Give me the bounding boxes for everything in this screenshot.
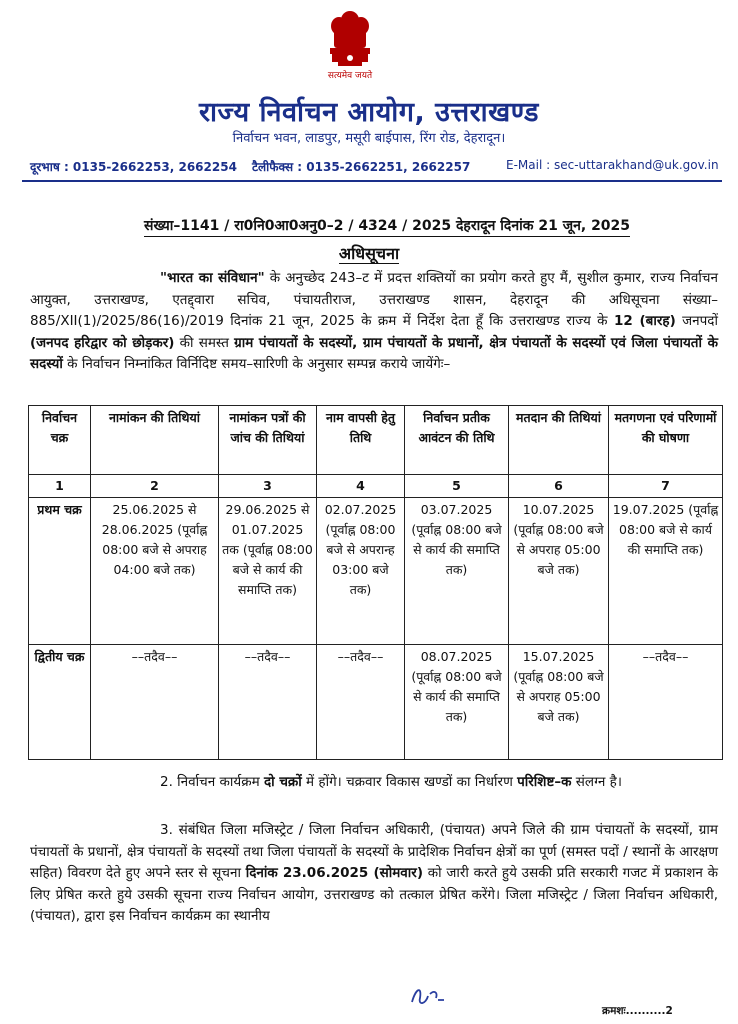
table-cell: 25.06.2025 से 28.06.2025 (पूर्वाह्न 08:00 बजे से अपराह 04:00 बजे तक): [91, 498, 219, 645]
table-cell: 08.07.2025 (पूर्वाह्न 08:00 बजे से कार्य की समाप्ति तक): [405, 645, 509, 760]
excluded-district: (जनपद हरिद्वार को छोड़कर): [30, 334, 175, 351]
reference-number: संख्या–1141 / रा0नि0आ0अनु0–2 / 4324 / 2025 देहरादून दिनांक 21 जून, 2025: [144, 216, 630, 237]
district-count: 12 (बारह): [613, 313, 676, 329]
fax-number: टैलीफैक्स : 0135-2662251, 2662257: [252, 160, 471, 174]
column-header: नामांकन पत्रों की जांच की तिथियां: [219, 406, 317, 475]
table-cell: 19.07.2025 (पूर्वाह्न 08:00 बजे से कार्य की समाप्ति तक): [609, 498, 723, 645]
paragraph-2: [30, 772, 718, 794]
email-address: E-Mail : sec-uttarakhand@uk.gov.in: [506, 158, 719, 172]
table-cell: ––तदैव––: [317, 645, 405, 760]
continued-note: क्रमशः..........2: [602, 1005, 673, 1017]
table-cell: ––तदैव––: [219, 645, 317, 760]
table-cell: 03.07.2025 (पूर्वाह्न 08:00 बजे से कार्य की समाप्ति तक): [405, 498, 509, 645]
table-cell: ––तदैव––: [91, 645, 219, 760]
table-cell: द्वितीय चक्र: [29, 645, 91, 760]
column-number: 3: [219, 475, 317, 498]
para3-text: को जारी करते हुये उसकी प्रति सरकारी गजट में प्रकाशन के लिए प्रेषित करते हुये उसकी सूचना राज्य निर्वाचन आयोग, उत्तराखण्ड को तत्काल प्रेषित करेंगे। जिला मजिस्ट्रेट / जिला निर्वाचन अधिकारी, (पंचायत), द्वारा इस निर्वाचन कार्यक्रम का स्थानीय: [30, 865, 718, 924]
column-header: मतगणना एवं परिणामों की घोषणा: [609, 406, 723, 475]
organization-name: राज्य निर्वाचन आयोग, उत्तराखण्ड: [198, 97, 539, 128]
column-header: नामांकन की तिथियां: [91, 406, 219, 475]
table-cell: ––तदैव––: [609, 645, 723, 760]
column-number: 6: [509, 475, 609, 498]
annexure-reference: परिशिष्ट–क: [517, 774, 572, 790]
phase-count: दो चक्रों: [263, 774, 302, 790]
para2-text: 2. निर्वाचन कार्यक्रम: [160, 774, 264, 790]
table-cell: 29.06.2025 से 01.07.2025 तक (पूर्वाह्न 08:00 बजे से कार्य की समाप्ति तक): [219, 498, 317, 645]
column-number: 1: [29, 475, 91, 498]
organization-address: निर्वाचन भवन, लाडपुर, मसूरी बाईपास, रिंग रोड, देहरादून।: [232, 131, 506, 146]
table-header-row: [29, 406, 723, 475]
table-row: [29, 645, 723, 760]
phone-number: दूरभाष : 0135-2662253, 2662254: [30, 160, 237, 174]
notification-date: दिनांक 23.06.2025 (सोमवार): [245, 865, 423, 881]
header-divider: [22, 180, 722, 182]
table-cell: 02.07.2025 (पूर्वाह्न 08:00 बजे से अपरान्ह 03:00 बजे तक): [317, 498, 405, 645]
signature-mark: [408, 980, 448, 1010]
column-header: नाम वापसी हेतु तिथि: [317, 406, 405, 475]
para1-text: की समस्त: [174, 334, 235, 351]
notice-title: [0, 242, 738, 264]
column-number: 5: [405, 475, 509, 498]
table-row: [29, 498, 723, 645]
para1-text: के निर्वाचन निम्नांकित विर्निदिष्ट समय–सारिणी के अनुसार सम्पन्न कराये जायेंगेः–: [62, 356, 451, 372]
para2-text: में होंगे। चक्रवार विकास खण्डों का निर्धारण: [301, 774, 518, 790]
constitution-reference: "भारत का संविधान": [160, 270, 265, 286]
column-header: मतदान की तिथियां: [509, 406, 609, 475]
positions-covered: ग्राम पंचायतों के सदस्यों, ग्राम पंचायतों के प्रधानों, क्षेत्र पंचायतों के सदस्यों एवं जिला पंचायतों के सदस्यों: [30, 334, 718, 372]
column-number: 7: [609, 475, 723, 498]
emblem-motto: सत्यमेव जयते: [327, 71, 373, 81]
table-cell: प्रथम चक्र: [29, 498, 91, 645]
column-header: निर्वाचन चक्र: [29, 406, 91, 475]
para1-text: के अनुच्छेद 243–ट में प्रदत्त शक्तियों का प्रयोग करते हुए मैं, सुशील कुमार, राज्य निर्वाचन आयुक्त, उत्तराखण्ड, एतद्द्वारा सचिव, पंचायतीराज, उत्तराखण्ड शासन, देहरादून की अधिसूचना संख्या–885/XII(1)/2025/86(16)/2019 दिनांक 21 जून, 2025 के क्रम में निर्देश देता हूँ कि उत्तराखण्ड राज्य के: [30, 270, 718, 329]
paragraph-3: [30, 820, 718, 928]
column-number: 4: [317, 475, 405, 498]
table-cell: 15.07.2025 (पूर्वाह्न 08:00 बजे से अपराह 05:00 बजे तक): [509, 645, 609, 760]
para2-text: संलग्न है।: [571, 774, 622, 790]
paragraph-1: [30, 268, 718, 376]
notice-title-text: अधिसूचना: [338, 244, 400, 263]
para1-text: जनपदों: [675, 313, 718, 329]
para3-text: 3. संबंधित जिला मजिस्ट्रेट / जिला निर्वाचन अधिकारी, (पंचायत) अपने जिले की ग्राम पंचायतों के सदस्यों, ग्राम पंचायतों के प्रधानों, क्षेत्र पंचायतों के सदस्यों तथा जिला पंचायतों के सदस्यों के प्रादेशिक निर्वाचन क्षेत्रों का पूर्ण (समस्त पदों / स्थानों के आरक्षण सहित) विवरण देते हुए अपने स्तर से सूचना: [30, 822, 718, 881]
column-number-row: [29, 475, 723, 498]
table-cell: 10.07.2025 (पूर्वाह्न 08:00 बजे से अपराह 05:00 बजे तक): [509, 498, 609, 645]
column-number: 2: [91, 475, 219, 498]
election-schedule-table: [28, 405, 723, 760]
column-header: निर्वाचन प्रतीक आवंटन की तिथि: [405, 406, 509, 475]
